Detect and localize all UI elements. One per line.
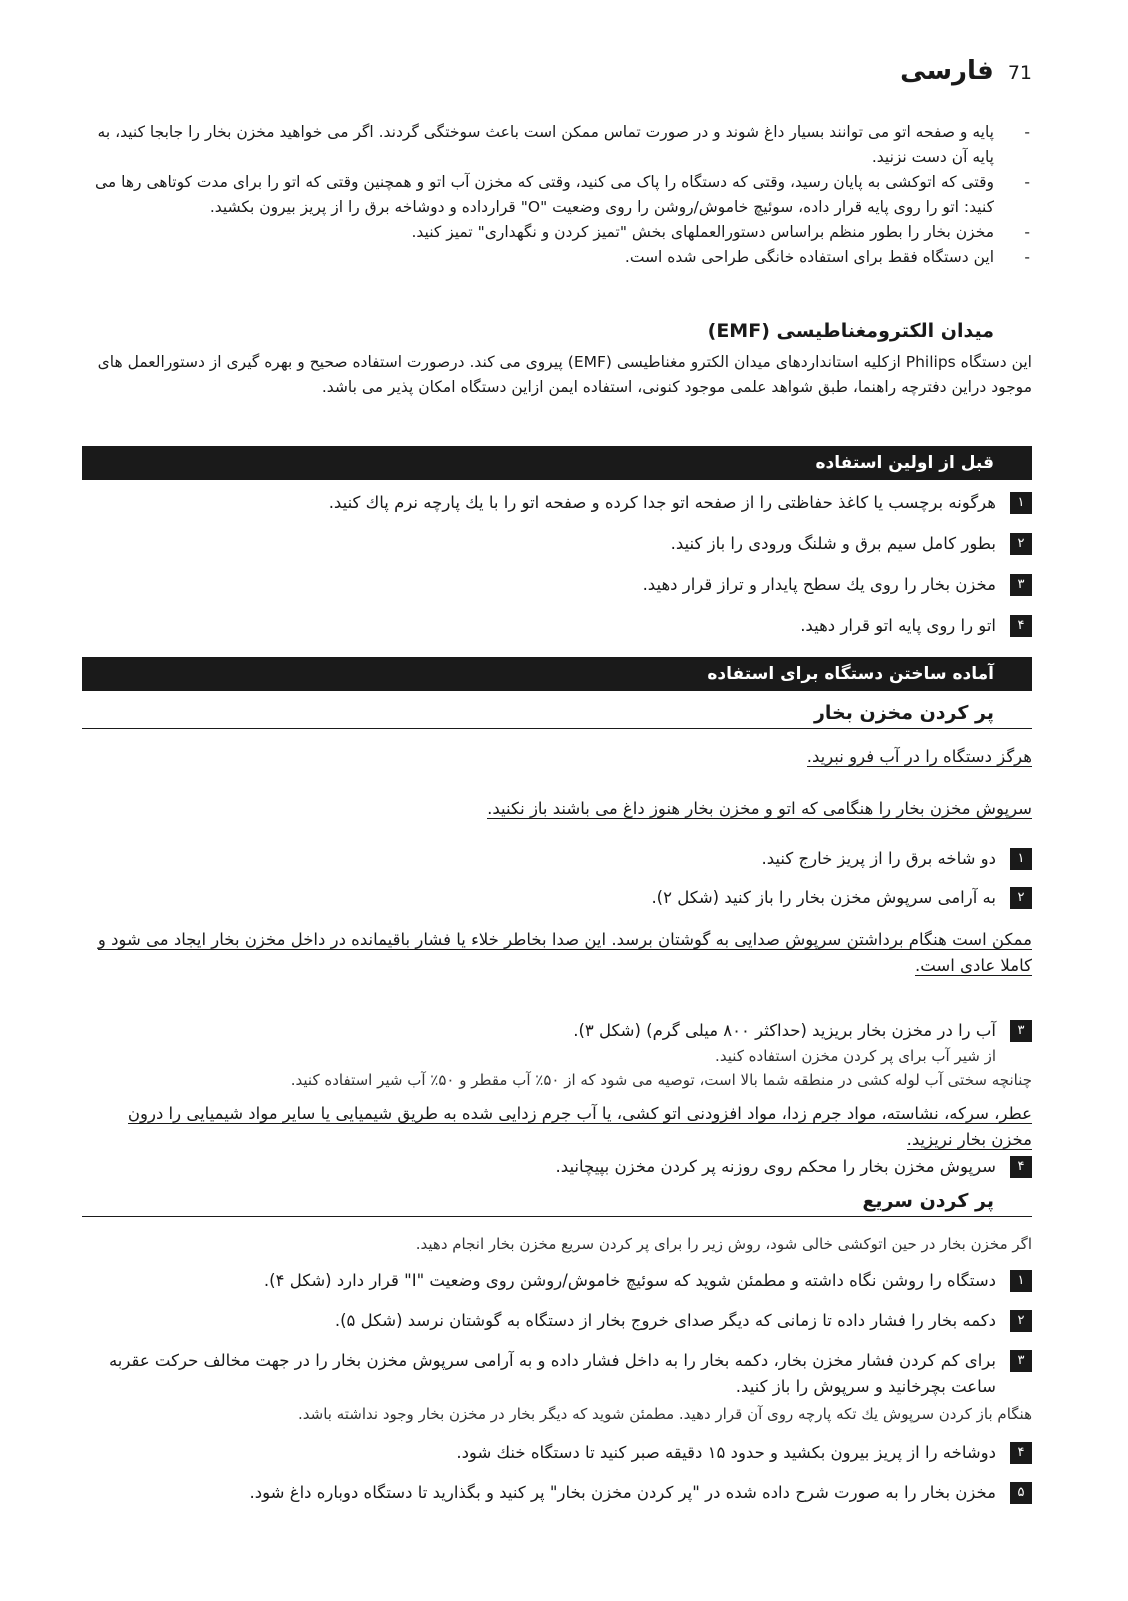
intro-text: اگر مخزن بخار در حین اتوکشی خالی شود، روش زیر را برای پر کردن سریع مخزن بخار انجام دهید. bbox=[415, 1235, 1032, 1253]
step-item bbox=[82, 572, 1032, 598]
warning-underlined: عطر، سرکه، نشاسته، مواد جرم زدا، مواد افزودنی اتو کشی، یا آب جرم زدایی شده به طریق شیمیایی یا سایر مواد شیمیایی را درون مخزن بخار نریزید. bbox=[127, 1104, 1032, 1149]
warning-underlined: سرپوش مخزن بخار را هنگامی که اتو و مخزن بخار هنوز داغ می باشند باز نکنید. bbox=[487, 799, 1032, 818]
step-number: ۲ bbox=[1010, 533, 1032, 555]
step-text: سرپوش مخزن بخار را محکم روی روزنه پر کردن مخزن بپیچانید. bbox=[555, 1157, 996, 1176]
step-number: ۴ bbox=[1010, 1156, 1032, 1178]
page-header bbox=[900, 56, 1032, 86]
step-number: ۲ bbox=[1010, 1310, 1032, 1332]
list-item: - پایه و صفحه اتو می توانند بسیار داغ شوند و در صورت تماس ممکن است باعث سوختگی گردند. اگر می خواهید مخزن بخار را جابجا کنید، به پایه آن دست نزنید. bbox=[82, 120, 1032, 170]
emf-title: میدان الکترومغناطیسی (EMF) bbox=[707, 320, 994, 342]
step-item bbox=[82, 1018, 1032, 1044]
step-item bbox=[82, 1308, 1032, 1334]
step-item bbox=[82, 885, 1032, 911]
step-text: دو شاخه برق را از پریز خارج کنید. bbox=[761, 849, 996, 868]
step-text: هرگونه برچسب یا کاغذ حفاظتی را از صفحه اتو جدا کرده و صفحه اتو را با یك پارچه نرم پاك کنید. bbox=[328, 493, 996, 512]
step-item bbox=[82, 531, 1032, 557]
warning-underlined: هرگز دستگاه را در آب فرو نبرید. bbox=[806, 747, 1032, 766]
step-text: به آرامی سرپوش مخزن بخار را باز کنید (شکل ۲). bbox=[651, 888, 996, 907]
warning-text bbox=[82, 796, 1032, 822]
page-number: 71 bbox=[1007, 62, 1032, 84]
step-item bbox=[82, 490, 1032, 516]
step-item bbox=[82, 1348, 1032, 1400]
subsection-title-quick-fill: پر کردن سریع bbox=[82, 1190, 1032, 1217]
step-number: ۳ bbox=[1010, 574, 1032, 596]
step-number: ۱ bbox=[1010, 1270, 1032, 1292]
step-number: ۱ bbox=[1010, 492, 1032, 514]
step-item bbox=[82, 1154, 1032, 1180]
warnings-list bbox=[82, 120, 1032, 270]
step-text: دوشاخه را از پریز بیرون بکشید و حدود ۱۵ دقیقه صبر کنید تا دستگاه خنك شود. bbox=[456, 1443, 996, 1462]
step-text: آب را در مخزن بخار بریزید (حداکثر ۸۰۰ میلی گرم) (شکل ۳). bbox=[573, 1021, 996, 1040]
section-header-preparing: آماده ساختن دستگاه برای استفاده bbox=[82, 657, 1032, 691]
note-text: از شیر آب برای پر کردن مخزن استفاده کنید. bbox=[715, 1047, 996, 1065]
step-number: ۵ bbox=[1010, 1482, 1032, 1504]
emf-text: این دستگاه Philips ازکلیه استانداردهای میدان الکترو مغناطیسی (EMF) پیروی می کند. درصورت استفاده صحیح و بهره گیری از دستورالعمل های موجود دراین دفترچه راهنما، طبق شواهد علمی موجود کنونی، استفاده ایمن ازاین دستگاه امکان پذیر می باشد. bbox=[97, 353, 1032, 396]
list-item: - مخزن بخار را بطور منظم براساس دستورالعملهای بخش "تمیز کردن و نگهداری" تمیز کنید. bbox=[82, 220, 1032, 245]
step-item bbox=[82, 846, 1032, 872]
step-item bbox=[82, 1268, 1032, 1294]
step-text: اتو را روی پایه اتو قرار دهید. bbox=[800, 616, 996, 635]
warning-text bbox=[82, 744, 1032, 770]
step-number: ۳ bbox=[1010, 1350, 1032, 1372]
step-text: دستگاه را روشن نگاه داشته و مطمئن شوید که سوئیچ خاموش/روشن روی وضعیت "I" قرار دارد (شکل ۴). bbox=[263, 1271, 996, 1290]
warning-text bbox=[82, 1101, 1032, 1153]
subsection-title-filling: پر کردن مخزن بخار bbox=[82, 702, 1032, 729]
step-number: ۱ bbox=[1010, 848, 1032, 870]
section-header-before-first-use: قبل از اولین استفاده bbox=[82, 446, 1032, 480]
warning-text bbox=[82, 927, 1032, 979]
step-number: ۳ bbox=[1010, 1020, 1032, 1042]
step-text: بطور کامل سیم برق و شلنگ ورودی را باز کنید. bbox=[670, 534, 996, 553]
step-item bbox=[82, 1480, 1032, 1506]
step-text: دکمه بخار را فشار داده تا زمانی که دیگر صدای خروج بخار از دستگاه به گوشتان نرسد (شکل ۵). bbox=[334, 1311, 996, 1330]
note-text: هنگام باز کردن سرپوش یك تکه پارچه روی آن قرار دهید. مطمئن شوید که دیگر بخار در مخزن بخار وجود نداشته باشد. bbox=[298, 1405, 1032, 1423]
list-item: - این دستگاه فقط برای استفاده خانگی طراحی شده است. bbox=[82, 245, 1032, 270]
note-text: چنانچه سختی آب لوله کشی در منطقه شما بالا است، توصیه می شود که از ۵۰٪ آب مقطر و ۵۰٪ آب شیر استفاده کنید. bbox=[290, 1071, 1032, 1089]
step-number: ۲ bbox=[1010, 887, 1032, 909]
list-item: - وقتی که اتوکشی به پایان رسید، وقتی که دستگاه را پاک می کنید، وقتی که مخزن آب اتو و همچنین وقتی که اتو را برای مدت کوتاهی رها می کنید: اتو را روی پایه قرار داده، سوئیچ خاموش/روشن را روی وضعیت "O" قرارداده و دوشاخه برق را از پریز بیرون بکشید. bbox=[82, 170, 1032, 220]
step-number: ۴ bbox=[1010, 615, 1032, 637]
step-text: برای کم کردن فشار مخزن بخار، دکمه بخار را به داخل فشار داده و به آرامی سرپوش مخزن بخار را در جهت مخالف حرکت عقربه ساعت بچرخانید و سرپوش را باز کنید. bbox=[108, 1351, 996, 1396]
step-text: مخزن بخار را روی یك سطح پایدار و تراز قرار دهید. bbox=[642, 575, 996, 594]
step-item bbox=[82, 1440, 1032, 1466]
language-title: فارسی bbox=[900, 56, 994, 86]
step-text: مخزن بخار را به صورت شرح داده شده در "پر کردن مخزن بخار" پر کنید و بگذارید تا دستگاه دوباره داغ شود. bbox=[249, 1483, 996, 1502]
manual-page bbox=[82, 0, 1032, 1601]
step-number: ۴ bbox=[1010, 1442, 1032, 1464]
step-item bbox=[82, 613, 1032, 639]
warning-underlined: ممکن است هنگام برداشتن سرپوش صدایی به گوشتان برسد. این صدا بخاطر خلاء یا فشار باقیمانده در داخل مخزن بخار ایجاد می شود و کاملا عادی است. bbox=[97, 930, 1032, 975]
